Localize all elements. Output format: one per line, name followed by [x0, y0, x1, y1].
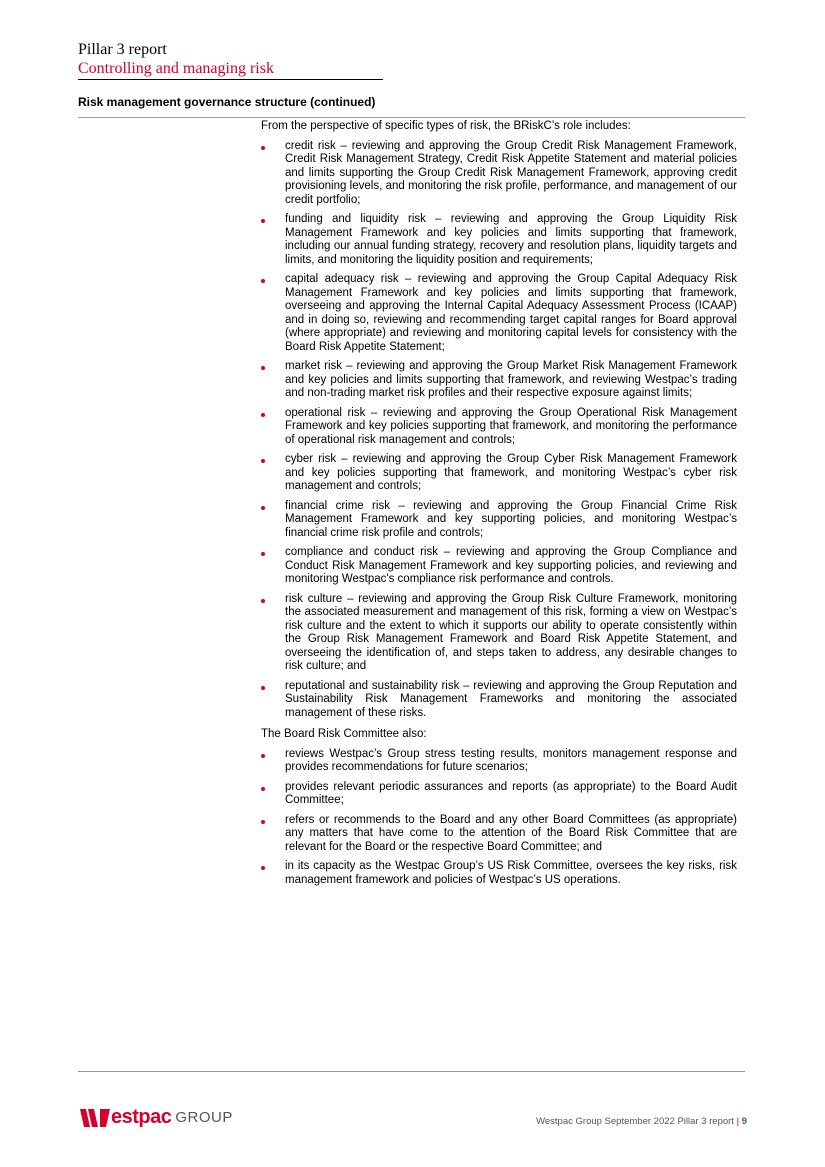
bottom-divider [78, 1071, 745, 1072]
westpac-logo [80, 1106, 233, 1129]
list-item-text: cyber risk – reviewing and approving the Group Cyber Risk Management Framework and key policies supporting that framework, and monitoring Westpac’s cyber risk management and controls; [285, 453, 737, 492]
bullet-icon [261, 820, 265, 824]
main-content [261, 118, 737, 893]
bullet-icon [261, 754, 265, 758]
list-item [261, 546, 737, 587]
list-item [261, 680, 737, 721]
bullet-icon [261, 146, 265, 150]
list-item [261, 814, 737, 855]
list-item [261, 140, 737, 208]
page-number: 9 [741, 1116, 747, 1127]
list-item-text: refers or recommends to the Board and any other Board Committees (as appropriate) any matters that have come to the attention of the Board Risk Committee that are relevant for the Board or the respective Board Committee; and [285, 813, 737, 853]
list-item-text: market risk – reviewing and approving the Group Market Risk Management Framework and key policies and limits supporting that framework, and reviewing Westpac’s trading and non-trading market risk profiles and their respective exposure against limits; [285, 360, 737, 399]
list-item [261, 500, 737, 541]
bullet-icon [261, 459, 265, 463]
bullet-icon [261, 506, 265, 510]
list-item-text: funding and liquidity risk – reviewing and approving the Group Liquidity Risk Management Framework and key policies and limits supporting that framework, including our annual funding strategy, recovery and resolution plans, liquidity targets and limits, and monitoring the liquidity position and requirements; [285, 213, 737, 266]
bullet-icon [261, 366, 265, 370]
list-item-text: in its capacity as the Westpac Group’s US Risk Committee, oversees the key risks, risk management framework and policies of Westpac’s US operations. [285, 860, 737, 886]
list-item [261, 593, 737, 674]
risk-type-list [261, 140, 737, 721]
logo-wordmark: estpac [111, 1106, 172, 1128]
list-item [261, 748, 737, 775]
list-item [261, 213, 737, 267]
bullet-icon [261, 279, 265, 283]
list-item [261, 781, 737, 808]
logo-group-text: GROUP [175, 1109, 233, 1126]
bullet-icon [261, 552, 265, 556]
intro-paragraph: From the perspective of specific types of risk, the BRiskC’s role includes: [261, 120, 631, 132]
list-item-text: risk culture – reviewing and approving the Group Risk Culture Framework, monitoring the associated measurement and management of this risk, forming a view on Westpac’s risk culture and the extent to which it supports our ability to operate consistently within the Group Risk Management Framework and Board Risk Appetite Statement, and overseeing the identification of, and steps taken to address, any desirable changes to risk culture; and [285, 592, 737, 672]
list-item-text: financial crime risk – reviewing and approving the Group Financial Crime Risk Management Framework and key supporting policies, and monitoring Westpac’s financial crime risk profile and controls; [285, 499, 737, 539]
also-paragraph: The Board Risk Committee also: [261, 728, 427, 740]
list-item-text: reviews Westpac’s Group stress testing results, monitors management response and provides recommendations for future scenarios; [285, 747, 737, 773]
list-item [261, 453, 737, 494]
committee-duties-list [261, 748, 737, 888]
footer-report-text: Westpac Group September 2022 Pillar 3 report [536, 1116, 734, 1127]
list-item [261, 860, 737, 887]
list-item-text: capital adequacy risk – reviewing and approving the Group Capital Adequacy Risk Management Framework and key policies and limits supporting that framework, overseeing and approving the Internal Capital Adequacy Assessment Process (ICAAP) and in doing so, reviewing and recommending target capital ranges for Board approval (where appropriate) and reviewing and monitoring capital levels for consistency with the Board Risk Appetite Statement; [285, 273, 737, 353]
list-item [261, 273, 737, 354]
list-item-text: provides relevant periodic assurances and reports (as appropriate) to the Board Audit Committee; [285, 780, 737, 806]
bullet-icon [261, 219, 265, 223]
page-header [78, 40, 383, 80]
westpac-w-logo-icon [80, 1109, 110, 1127]
footer-separator: | [736, 1116, 740, 1127]
list-item-text: reputational and sustainability risk – reviewing and approving the Group Reputation and Sustainability Risk Management Frameworks and monitoring the associated management of these risks. [285, 679, 737, 719]
list-item-text: compliance and conduct risk – reviewing and approving the Group Compliance and Conduct Risk Management Framework and key supporting policies, and reviewing and monitoring Westpac's compliance risk performance and controls. [285, 546, 737, 585]
list-item [261, 360, 737, 401]
section-title: Controlling and managing risk [78, 60, 274, 77]
bullet-icon [261, 599, 265, 603]
header-divider [78, 79, 383, 80]
bullet-icon [261, 686, 265, 690]
list-item-text: credit risk – reviewing and approving the Group Credit Risk Management Framework, Credit Risk Management Strategy, Credit Risk Appetite Statement and material policies and limits supporting the Group Credit Risk Management Framework, approving credit provisioning levels, and monitoring the risk profile, performance, and management of our credit portfolio; [285, 139, 737, 206]
report-title: Pillar 3 report [78, 41, 167, 58]
bullet-icon [261, 866, 265, 870]
page-footer [536, 1116, 747, 1127]
bullet-icon [261, 413, 265, 417]
bullet-icon [261, 787, 265, 791]
list-item [261, 407, 737, 448]
list-item-text: operational risk – reviewing and approving the Group Operational Risk Management Framework and key policies supporting that framework, and monitoring the performance of operational risk management and controls; [285, 406, 737, 446]
sub-heading: Risk management governance structure (continued) [78, 95, 376, 109]
